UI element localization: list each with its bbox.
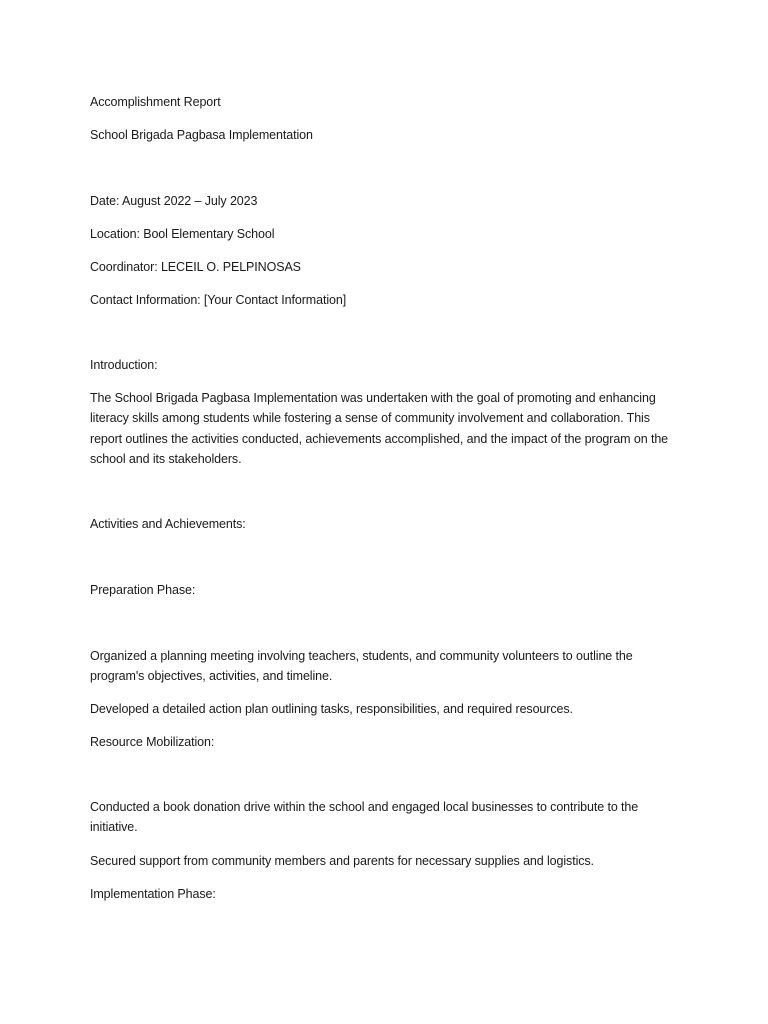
resource-heading: Resource Mobilization: — [90, 735, 215, 749]
report-subtitle: School Brigada Pagbasa Implementation — [90, 128, 313, 142]
resource-item-donation: Conducted a book donation drive within the school and engaged local businesses to contribute to the initiative. — [90, 800, 639, 835]
contact-line: Contact Information: [Your Contact Information] — [90, 293, 347, 307]
report-title: Accomplishment Report — [90, 95, 221, 109]
preparation-item-planning: Organized a planning meeting involving teachers, students, and community volunteers to outline the program's objectives, activities, and timeline. — [90, 649, 633, 684]
implementation-heading: Implementation Phase: — [90, 887, 216, 901]
location-line: Location: Bool Elementary School — [90, 227, 275, 241]
resource-item-support: Secured support from community members and parents for necessary supplies and logistics. — [90, 854, 594, 868]
coordinator-line: Coordinator: LECEIL O. PELPINOSAS — [90, 260, 301, 274]
date-line: Date: August 2022 – July 2023 — [90, 194, 258, 208]
introduction-paragraph: The School Brigada Pagbasa Implementation was undertaken with the goal of promoting and enhancing literacy skills among students while fostering a sense of community involvement and collaboration. This report outlines the activities conducted, achievements accomplished, and the impact of the program on the school and its stakeholders. — [90, 391, 669, 466]
preparation-heading: Preparation Phase: — [90, 583, 196, 597]
preparation-item-action-plan: Developed a detailed action plan outlining tasks, responsibilities, and required resources. — [90, 702, 573, 716]
activities-heading: Activities and Achievements: — [90, 517, 246, 531]
introduction-heading: Introduction: — [90, 358, 158, 372]
